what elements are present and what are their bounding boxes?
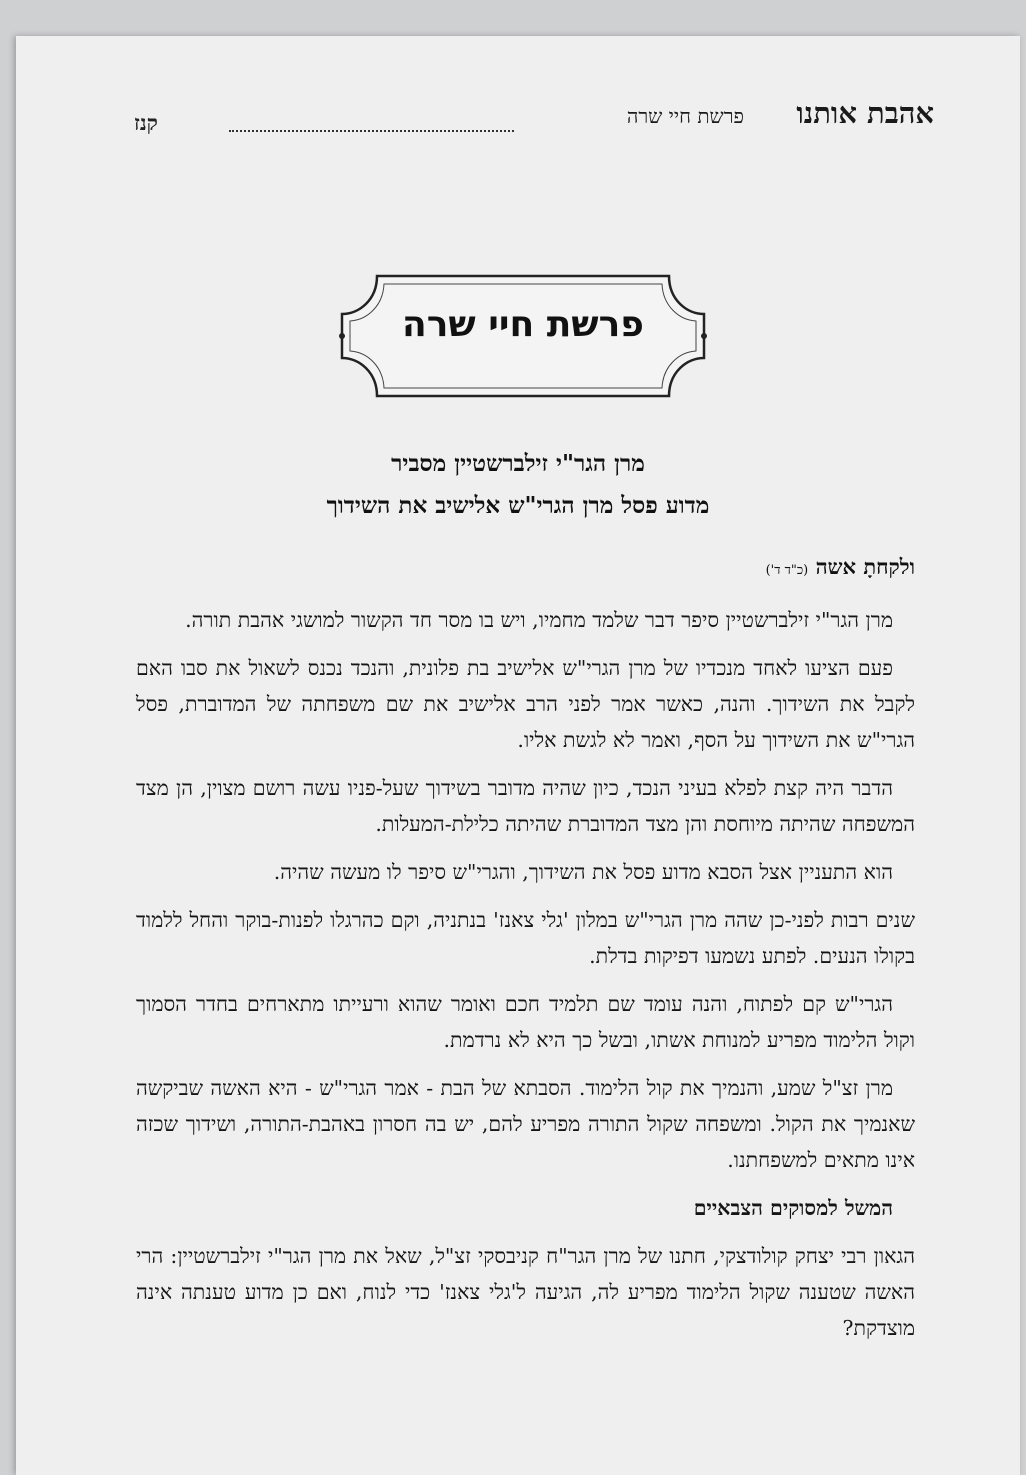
header-divider <box>229 130 514 132</box>
paragraph-6: הגרי"ש קם לפתוח, והנה עומד שם תלמיד חכם ואומר שהוא ורעייתו מתארחים בחדר הסמוך וקול הלימוד מפריע למנוחת אשתו, ובשל כך היא לא נרדמת. <box>136 992 915 1052</box>
article-body <box>136 602 915 1358</box>
book-title: אהבת אותנו <box>796 96 934 130</box>
verse-quote <box>766 554 915 580</box>
article-heading-line1: מרן הגר"י זילברשטיין מסביר <box>391 450 645 477</box>
section-paragraph: הגאון רבי יצחק קולודצקי, חתנו של מרן הגר"ח קניבסקי זצ"ל, שאל את מרן הגר"י זילברשטיין: הרי האשה שטענה שקול הלימוד מפריע לה, הגיעה ל'גלי צאנז' כדי לנוח, ואם כן מדוע טענתה אינה מוצדקת? <box>136 1244 915 1340</box>
title-frame <box>332 256 714 416</box>
book-page <box>16 36 1020 1475</box>
paragraph-2: פעם הציעו לאחד מנכדיו של מרן הגרי"ש אלישיב בת פלונית, והנכד נכנס לשאול את סבו האם לקבל את השידוך. והנה, כאשר אמר לפני הרב אלישיב את שם משפחתה של המדוברת, פסל הגרי"ש את השידוך על הסף, ואמר לא לגשת אליו. <box>136 656 915 752</box>
parsha-label: פרשת חיי שרה <box>626 104 744 128</box>
paragraph-1: מרן הגר"י זילברשטיין סיפר דבר שלמד מחמיו, ויש בו מסר חד הקשור למושגי אהבת תורה. <box>185 608 893 632</box>
section-heading: המשל למסוקים הצבאיים <box>693 1196 893 1220</box>
verse-reference: (כ"ד ד') <box>765 563 809 578</box>
article-heading-line2: מדוע פסל מרן הגרי"ש אלישיב את השידוך <box>326 492 710 519</box>
running-header <box>134 96 934 148</box>
parsha-title: פרשת חיי שרה <box>402 304 644 345</box>
paragraph-4: הוא התעניין אצל הסבא מדוע פסל את השידוך, והגרי"ש סיפר לו מעשה שהיה. <box>273 860 893 884</box>
paragraph-5: שנים רבות לפני-כן שהה מרן הגרי"ש במלון 'גלי צאנז' בנתניה, וקם כהרגלו לפנות-בוקר והחל ללמוד בקולו הנעים. לפתע נשמעו דפיקות בדלת. <box>136 908 915 968</box>
page-number: קנז <box>134 110 158 135</box>
paragraph-7: מרן זצ"ל שמע, והנמיך את קול הלימוד. הסבתא של הבת - אמר הגרי"ש - היא האשה שביקשה שאנמיך את הקול. ומשפחה שקול התורה מפריע להם, יש בה חסרון באהבת-התורה, ושידוך שכזה אינו מתאים למשפחתנו. <box>136 1076 915 1172</box>
paragraph-3: הדבר היה קצת לפלא בעיני הנכד, כיון שהיה מדובר בשידוך שעל-פניו עשה רושם מצוין, הן מצד המשפחה שהיתה מיוחסת והן מצד המדוברת שהיתה כלילת-המעלות. <box>136 776 915 836</box>
verse-text: ולקחתָ אשה <box>815 554 915 579</box>
